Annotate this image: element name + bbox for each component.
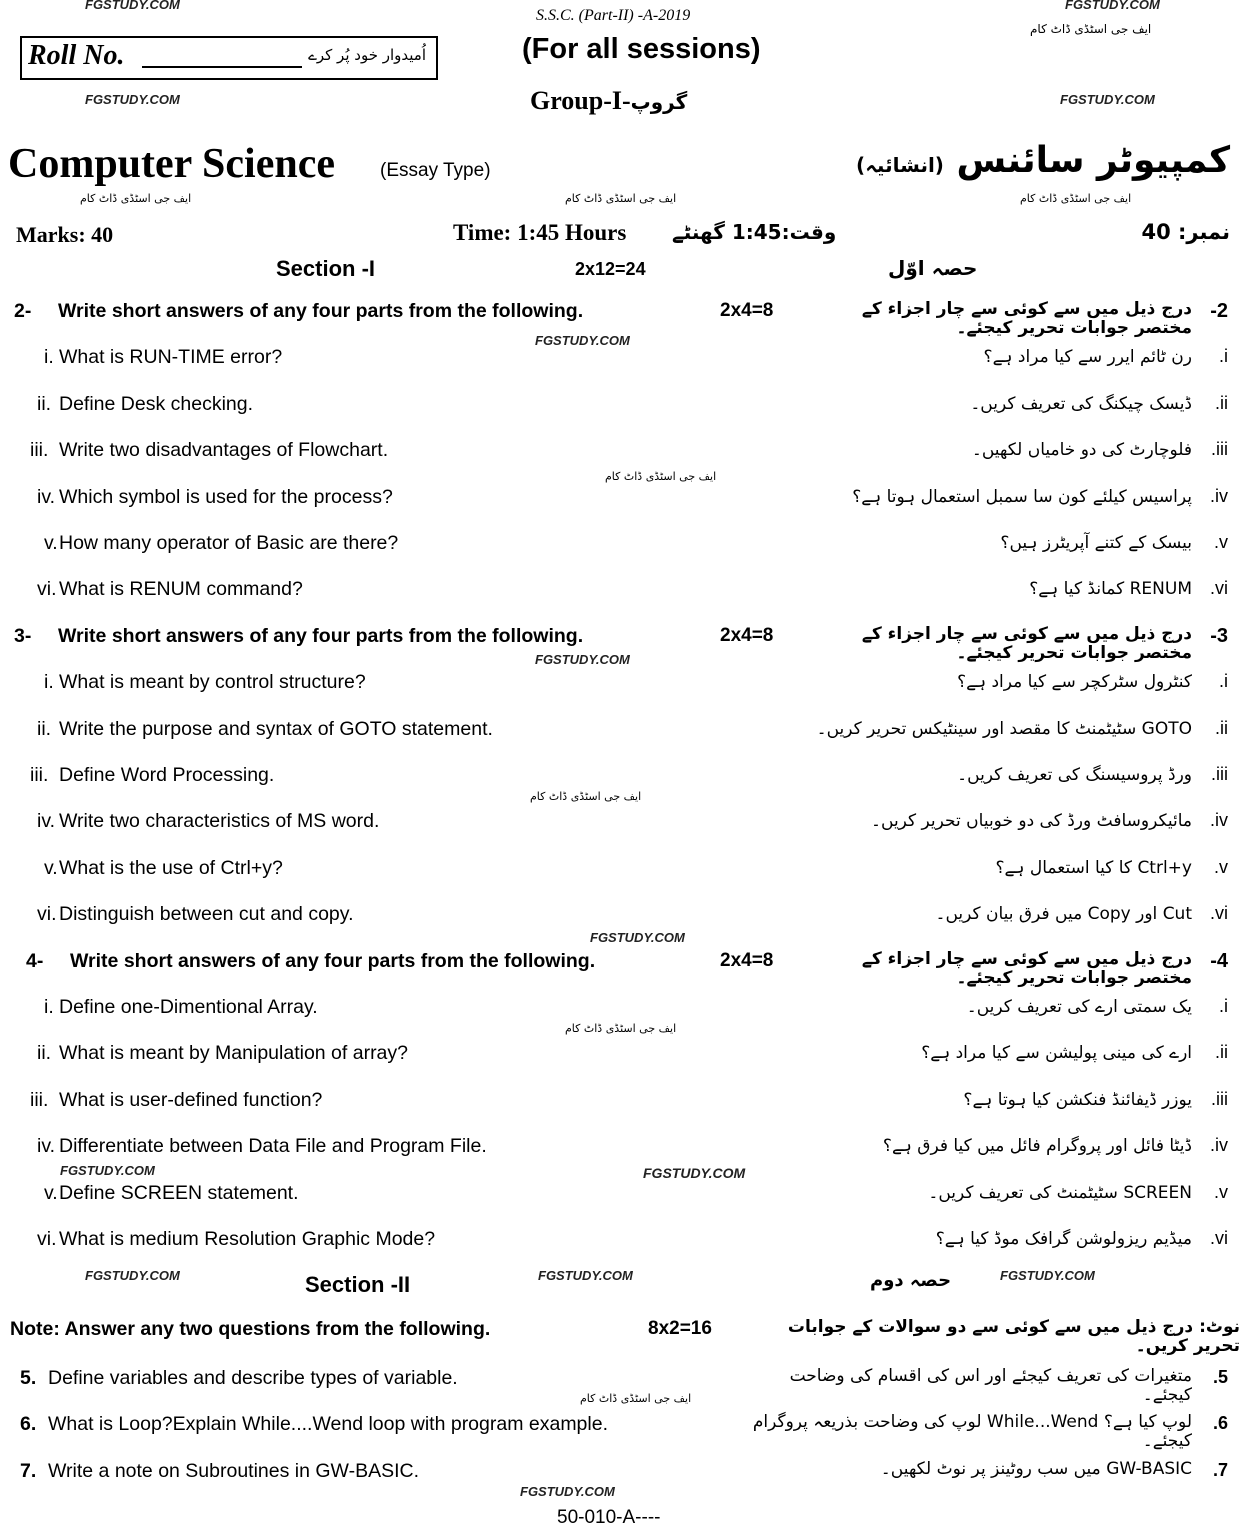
question-part xyxy=(0,810,1250,850)
part-text: Differentiate between Data File and Program File. xyxy=(59,1135,487,1158)
long-question-text: What is Loop?Explain While....Wend loop with program example. xyxy=(48,1413,608,1436)
group xyxy=(530,86,687,116)
watermark-urdu: ایف جی اسٹڈی ڈاٹ کام xyxy=(1030,22,1152,36)
time: Time: 1:45 Hours xyxy=(453,220,627,245)
part-number: i. xyxy=(44,996,54,1018)
part-number: v. xyxy=(44,856,58,879)
watermark: FGSTUDY.COM xyxy=(60,1163,155,1178)
time-urdu: وقت:1:45 گھنٹے xyxy=(672,220,837,244)
long-question xyxy=(0,1460,1250,1500)
group-urdu: گروپ xyxy=(630,90,688,114)
long-question-number: 7. xyxy=(20,1459,37,1482)
part-number-urdu: .iii xyxy=(1211,439,1228,460)
part-text: What is meant by Manipulation of array? xyxy=(59,1042,409,1065)
question-part xyxy=(0,578,1250,618)
part-number-urdu: .vi xyxy=(1210,1228,1228,1248)
part-number-urdu: .i xyxy=(1219,671,1228,692)
subject-urdu xyxy=(856,140,1230,181)
part-text-urdu: ورڈ پروسیسنگ کی تعریف کریں۔ xyxy=(957,765,1192,785)
part-number-urdu: .ii xyxy=(1215,392,1228,413)
watermark: FGSTUDY.COM xyxy=(535,333,630,348)
part-text-urdu: ڈیٹا فائل اور پروگرام فائل میں کیا فرق ہے؟ xyxy=(882,1136,1192,1157)
watermark-urdu: ایف جی اسٹڈی ڈاٹ کام xyxy=(565,1022,677,1035)
part-text: Define Word Processing. xyxy=(59,764,275,786)
part-text-urdu: میڈیم ریزولوشن گرافک موڈ کیا ہے؟ xyxy=(935,1229,1192,1249)
part-number-urdu: .iii xyxy=(1211,1088,1228,1109)
long-question-urdu: متغیرات کی تعریف کیجئے اور اس کی اقسام کی وضاحت کیجئے۔ xyxy=(789,1366,1192,1405)
part-text-urdu: رن ٹائم ایرر سے کیا مراد ہے؟ xyxy=(983,347,1192,368)
roll-label: Roll No. xyxy=(28,40,125,71)
part-number: v. xyxy=(44,1181,58,1204)
question-part xyxy=(0,1182,1250,1222)
subject-type-urdu: (انشائیہ) xyxy=(856,153,944,177)
paper-code: 50-010-A---- xyxy=(557,1507,661,1528)
q4-number: 4- xyxy=(26,949,44,972)
part-text: Write the purpose and syntax of GOTO statement. xyxy=(59,717,493,740)
q4-heading-urdu: درج ذیل میں سے کوئی سے چار اجزاء کے مختصر جوابات تحریر کیجئے۔ xyxy=(861,948,1192,988)
part-number-urdu: .iv xyxy=(1210,485,1228,506)
part-text: What is RUN-TIME error? xyxy=(59,346,283,369)
part-number-urdu: .v xyxy=(1213,856,1228,877)
part-text: Define Desk checking. xyxy=(59,392,254,415)
watermark: FGSTUDY.COM xyxy=(85,0,180,12)
subject-type: (Essay Type) xyxy=(380,160,491,181)
q4-number-urdu: -4 xyxy=(1210,949,1228,972)
part-number: ii. xyxy=(37,717,52,740)
part-text-urdu: Ctrl+y کا کیا استعمال ہے؟ xyxy=(995,857,1192,878)
watermark: FGSTUDY.COM xyxy=(643,1165,746,1181)
watermark: FGSTUDY.COM xyxy=(85,92,180,107)
part-text: How many operator of Basic are there? xyxy=(59,532,399,554)
watermark: FGSTUDY.COM xyxy=(535,652,630,667)
part-text-urdu: بیسک کے کتنے آپریٹرز ہیں؟ xyxy=(1000,533,1192,553)
part-text-urdu: کنٹرول سٹرکچر سے کیا مراد ہے؟ xyxy=(957,672,1192,693)
q4-marks: 2x4=8 xyxy=(720,949,774,971)
q3-marks: 2x4=8 xyxy=(720,624,774,646)
part-number-urdu: .v xyxy=(1213,1181,1228,1202)
long-question-urdu: GW-BASIC میں سب روٹینز پر نوٹ لکھیں۔ xyxy=(880,1458,1192,1479)
q2-number: 2- xyxy=(14,300,32,322)
watermark-urdu: ایف جی اسٹڈی ڈاٹ کام xyxy=(80,192,192,205)
roll-number-box xyxy=(20,36,438,80)
q3-heading: Write short answers of any four parts from the following. xyxy=(58,624,584,647)
part-number-urdu: .vi xyxy=(1210,903,1228,924)
part-number: iii. xyxy=(30,439,49,462)
long-question-number: 6. xyxy=(20,1413,37,1436)
part-number: v. xyxy=(44,532,58,554)
part-text-urdu: Cut اور Copy میں فرق بیان کریں۔ xyxy=(935,904,1192,925)
question-part xyxy=(0,393,1250,433)
part-number-urdu: .ii xyxy=(1215,1042,1228,1063)
part-text: Write two characteristics of MS word. xyxy=(59,810,380,833)
part-text: Define SCREEN statement. xyxy=(59,1181,299,1204)
part-number-urdu: .vi xyxy=(1210,578,1228,599)
watermark-urdu: ایف جی اسٹڈی ڈاٹ کام xyxy=(565,192,677,205)
section2-title: Section -II xyxy=(305,1272,411,1297)
question-part xyxy=(0,671,1250,711)
question-part xyxy=(0,718,1250,758)
watermark: FGSTUDY.COM xyxy=(1000,1268,1095,1283)
q2-number-urdu: -2 xyxy=(1210,300,1228,322)
q4-heading-row xyxy=(0,950,1250,990)
note: Note: Answer any two questions from the following. xyxy=(10,1318,491,1340)
question-part xyxy=(0,1042,1250,1082)
q3-heading-urdu: درج ذیل میں سے کوئی سے چار اجزاء کے مختصر جوابات تحریر کیجئے۔ xyxy=(861,623,1192,663)
part-text: Distinguish between cut and copy. xyxy=(59,903,354,926)
part-text: What is RENUM command? xyxy=(59,578,303,601)
part-text-urdu: یوزر ڈیفائنڈ فنکشن کیا ہوتا ہے؟ xyxy=(963,1089,1192,1110)
watermark: FGSTUDY.COM xyxy=(1060,92,1155,107)
part-text-urdu: مائیکروسافٹ ورڈ کی دو خوبیاں تحریر کریں۔ xyxy=(871,811,1192,832)
question-part xyxy=(0,1228,1250,1268)
part-text-urdu: ارے کی مینی پولیشن سے کیا مراد ہے؟ xyxy=(921,1043,1192,1064)
watermark-urdu: ایف جی اسٹڈی ڈاٹ کام xyxy=(530,790,642,803)
watermark: FGSTUDY.COM xyxy=(590,930,685,945)
long-question-number-urdu: .6 xyxy=(1212,1413,1228,1434)
part-text: What is user-defined function? xyxy=(59,1088,323,1111)
long-question-number-urdu: .7 xyxy=(1212,1459,1228,1480)
part-number: iv. xyxy=(37,485,56,508)
subject-urdu-text: کمپیوٹر سائنس xyxy=(956,140,1230,181)
part-text: Define one-Dimentional Array. xyxy=(59,996,318,1018)
part-number-urdu: .iv xyxy=(1210,1135,1228,1156)
part-text: Which symbol is used for the process? xyxy=(59,485,393,508)
long-question xyxy=(0,1413,1250,1453)
watermark-urdu: ایف جی اسٹڈی ڈاٹ کام xyxy=(580,1392,692,1405)
q2-heading: Write short answers of any four parts from the following. xyxy=(58,300,584,322)
part-text-urdu: SCREEN سٹیٹمنٹ کی تعریف کریں۔ xyxy=(928,1182,1192,1203)
part-text: Write two disadvantages of Flowchart. xyxy=(59,439,389,462)
part-text-urdu: یک سمتی ارے کی تعریف کریں۔ xyxy=(966,997,1192,1017)
part-text-urdu: GOTO سٹیٹمنٹ کا مقصد اور سینٹیکس تحریر کریں۔ xyxy=(816,718,1192,739)
question-part xyxy=(0,1089,1250,1129)
part-text-urdu: ڈیسک چیکنگ کی تعریف کریں۔ xyxy=(970,393,1192,414)
part-number: vi. xyxy=(37,1228,57,1250)
long-question-number: 5. xyxy=(20,1367,37,1389)
part-text-urdu: RENUM کمانڈ کیا ہے؟ xyxy=(1029,579,1192,600)
roll-input-line[interactable] xyxy=(142,66,302,68)
long-question-text: Write a note on Subroutines in GW-BASIC. xyxy=(48,1459,420,1482)
part-number: vi. xyxy=(37,578,57,601)
question-part xyxy=(0,1135,1250,1175)
part-number-urdu: .v xyxy=(1213,532,1228,552)
q3-number: 3- xyxy=(14,624,32,647)
section1-title: Section -I xyxy=(276,256,376,281)
note-marks: 8x2=16 xyxy=(648,1318,712,1339)
long-question-urdu: لوپ کیا ہے؟ While...Wend لوپ کی وضاحت بذریعہ پروگرام کیجئے۔ xyxy=(752,1412,1192,1452)
part-text-urdu: فلوچارٹ کی دو خامیاں لکھیں۔ xyxy=(971,440,1192,461)
part-number-urdu: .i xyxy=(1219,346,1228,367)
long-question-number-urdu: .5 xyxy=(1212,1367,1228,1387)
section2-title-urdu: حصہ دوم xyxy=(870,1270,952,1291)
part-number: iv. xyxy=(37,810,56,833)
part-number: ii. xyxy=(37,392,52,415)
question-part xyxy=(0,486,1250,526)
group-label: Group-I- xyxy=(530,86,631,115)
roll-urdu: اُمیدوار خود پُر کرے xyxy=(308,46,426,64)
q2-marks: 2x4=8 xyxy=(720,300,774,321)
part-number: iv. xyxy=(37,1135,56,1158)
question-part xyxy=(0,857,1250,897)
watermark-urdu: ایف جی اسٹڈی ڈاٹ کام xyxy=(1020,192,1132,205)
long-question-text: Define variables and describe types of variable. xyxy=(48,1367,458,1389)
part-number-urdu: .ii xyxy=(1215,717,1228,738)
part-text: What is the use of Ctrl+y? xyxy=(59,856,283,879)
q3-number-urdu: -3 xyxy=(1210,624,1228,647)
part-number-urdu: .iii xyxy=(1211,764,1228,784)
marks: Marks: 40 xyxy=(16,222,114,247)
part-number: iii. xyxy=(30,1088,49,1111)
part-text: What is meant by control structure? xyxy=(59,671,366,694)
part-number: iii. xyxy=(30,764,49,786)
exam-title: S.S.C. (Part-II) -A-2019 xyxy=(536,7,691,24)
part-number-urdu: .iv xyxy=(1210,810,1228,831)
q2-heading-urdu: درج ذیل میں سے کوئی سے چار اجزاء کے مختصر جوابات تحریر کیجئے۔ xyxy=(861,299,1192,338)
question-part xyxy=(0,532,1250,572)
section1-title-urdu: حصہ اوّل xyxy=(888,256,978,280)
watermark: FGSTUDY.COM xyxy=(520,1484,615,1499)
q4-heading: Write short answers of any four parts from the following. xyxy=(70,949,596,972)
watermark: FGSTUDY.COM xyxy=(85,1268,180,1283)
note-urdu: نوٹ: درج ذیل میں سے کوئی سے دو سوالات کے جوابات تحریر کریں۔ xyxy=(787,1317,1240,1356)
part-number-urdu: .i xyxy=(1219,996,1228,1016)
part-number: ii. xyxy=(37,1042,52,1065)
watermark: FGSTUDY.COM xyxy=(1065,0,1160,12)
watermark-urdu: ایف جی اسٹڈی ڈاٹ کام xyxy=(605,470,717,483)
part-number: i. xyxy=(44,671,54,694)
marks-urdu: نمبر: 40 xyxy=(1141,220,1230,244)
question-part xyxy=(0,346,1250,386)
subject-title: Computer Science xyxy=(8,141,335,187)
watermark: FGSTUDY.COM xyxy=(538,1268,633,1283)
note-row xyxy=(0,1318,1250,1362)
sessions: (For all sessions) xyxy=(522,33,761,65)
part-number: vi. xyxy=(37,903,57,926)
part-text-urdu: پراسیس کیلئے کون سا سمبل استعمال ہوتا ہے؟ xyxy=(852,486,1192,507)
part-text: What is medium Resolution Graphic Mode? xyxy=(59,1228,436,1250)
section1-marks: 2x12=24 xyxy=(575,259,646,279)
part-number: i. xyxy=(44,346,54,369)
